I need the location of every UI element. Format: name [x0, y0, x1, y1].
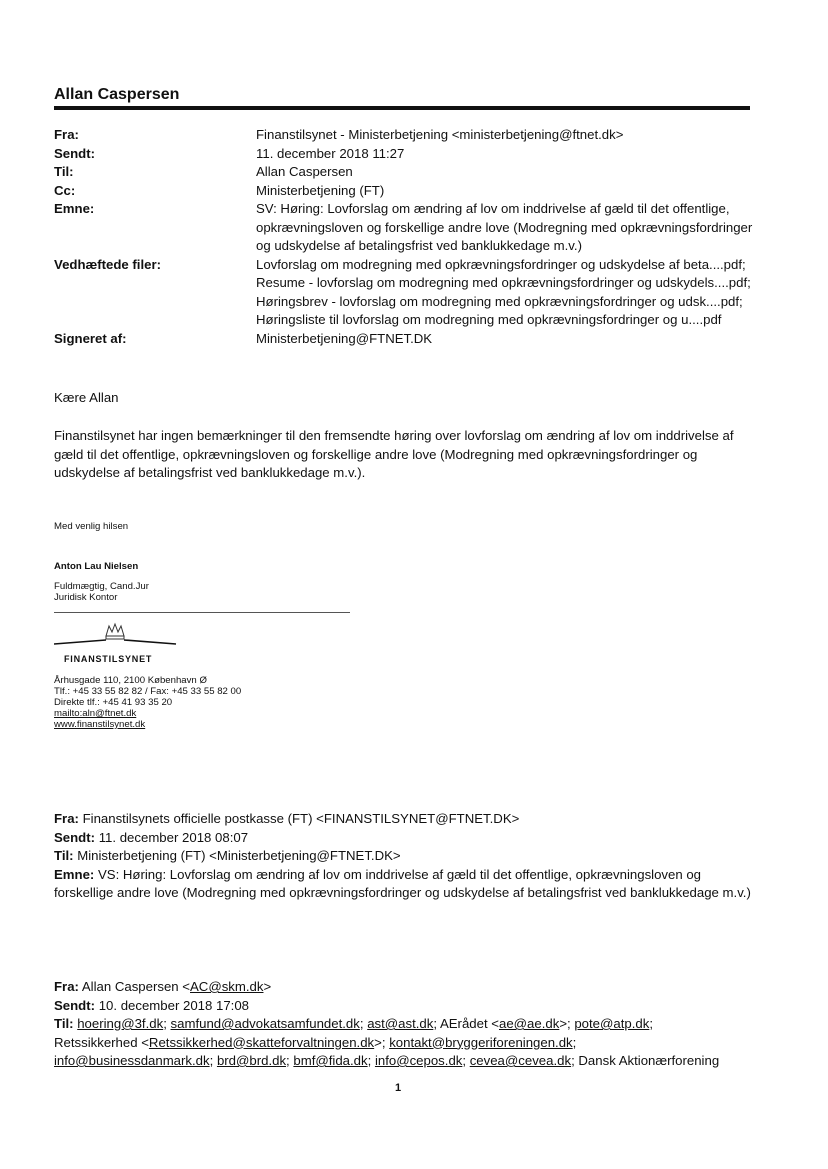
header-to-row — [54, 163, 754, 182]
page-number: 1 — [395, 1082, 402, 1094]
header-sent-row — [54, 145, 754, 164]
recipient-email-link[interactable]: ae@ae.dk — [498, 1016, 560, 1031]
recipient-email-link[interactable]: kontakt@bryggeriforeningen.dk — [389, 1034, 573, 1050]
fwd1-from-label: Fra: — [54, 811, 79, 826]
recipient-email-link[interactable]: pote@atp.dk — [574, 1016, 650, 1031]
recipient-separator: ; AErådet < — [433, 1016, 499, 1031]
recipient-email-link[interactable]: cevea@cevea.dk — [469, 1053, 572, 1068]
message-body: Finanstilsynet har ingen bemærkninger til den fremsendte høring over lovforslag om ændring af lov om inddrivelse af gæld til det offentlige, opkrævningsloven og forskellige andre love (Modregning med opkrævningsfordringer og udskydelse af betalingsfrist ved banklukkedage m.v.). — [54, 428, 734, 480]
header-subject-value: SV: Høring: Lovforslag om ændring af lov om inddrivelse af gæld til det offentlige, opkrævningsloven og forskellige andre love (Modregning med opkrævningsfordringer og udskydelse af betalingsfrist ved banklukkedage m.v.) — [256, 201, 753, 253]
recipient-email-link[interactable]: bmf@fida.dk — [293, 1053, 368, 1068]
fwd1-sent-label: Sendt: — [54, 829, 96, 845]
signature-dept: Juridisk Kontor — [54, 592, 118, 603]
signature-contact — [54, 675, 241, 730]
recipient-email-link[interactable]: brd@brd.dk — [216, 1053, 287, 1068]
recipient-email-link[interactable]: Retssikkerhed@skatteforvaltningen.dk — [148, 1034, 375, 1050]
signature-name: Anton Lau Nielsen — [54, 561, 139, 572]
header-subject-row — [54, 200, 754, 256]
recipient-email-link[interactable]: hoering@3f.dk — [77, 1016, 164, 1031]
header-signed-row — [54, 330, 754, 349]
recipient-separator: ; — [572, 1034, 577, 1050]
fwd2-sent-label: Sendt: — [54, 997, 96, 1013]
header-attachments-row — [54, 256, 754, 330]
header-label: Til: — [54, 164, 74, 179]
recipient-separator: >; — [559, 1016, 575, 1031]
fwd2-from-name: Allan Caspersen < — [81, 979, 190, 994]
recipient-separator: Retssikkerhed < — [54, 1034, 149, 1050]
header-label: Emne: — [54, 201, 95, 216]
header-sent-value: 11. december 2018 11:27 — [256, 145, 405, 161]
fwd2-from-email-link[interactable]: AC@skm.dk — [190, 979, 264, 994]
organization-name: FINANSTILSYNET — [64, 654, 153, 664]
header-from-value: Finanstilsynet - Ministerbetjening <ministerbetjening@ftnet.dk> — [256, 127, 624, 142]
mailbox-owner: Allan Caspersen — [54, 86, 180, 103]
fwd1-to: Ministerbetjening (FT) <Ministerbetjening@FTNET.DK> — [77, 848, 401, 863]
fwd1-from: Finanstilsynets officielle postkasse (FT) <FINANSTILSYNET@FTNET.DK> — [82, 811, 520, 826]
greeting: Kære Allan — [54, 390, 119, 405]
address: Århusgade 110, 2100 København Ø — [54, 675, 207, 686]
recipient-separator: ; — [359, 1016, 368, 1031]
fwd2-from-label: Fra: — [54, 979, 79, 994]
recipient-separator: ; — [209, 1053, 217, 1068]
header-cc-value: Ministerbetjening (FT) — [256, 182, 385, 198]
website-link[interactable]: www.finanstilsynet.dk — [54, 719, 146, 730]
recipient-separator: ; — [163, 1016, 171, 1031]
recipient-email-link[interactable]: samfund@advokatsamfundet.dk — [170, 1016, 360, 1031]
header-from-row — [54, 126, 754, 145]
fwd2-sent: 10. december 2018 17:08 — [98, 997, 250, 1013]
recipient-separator: ; — [649, 1016, 653, 1031]
fwd1-to-label: Til: — [54, 848, 74, 863]
signature-closing: Med venlig hilsen — [54, 521, 129, 532]
header-label: Cc: — [54, 182, 76, 198]
recipient-separator: ; — [462, 1053, 470, 1068]
signature-title: Fuldmægtig, Cand.Jur — [54, 581, 149, 592]
phone: Tlf.: +45 33 55 82 82 / Fax: +45 33 55 82 00 — [54, 686, 242, 697]
header-label: Sendt: — [54, 145, 96, 161]
header-rule — [54, 106, 750, 110]
mailto-link[interactable]: mailto:aln@ftnet.dk — [54, 708, 137, 719]
recipient-email-link[interactable]: ast@ast.dk — [367, 1016, 434, 1031]
direct-phone: Direkte tlf.: +45 41 93 35 20 — [54, 697, 173, 708]
fwd1-subject-label: Emne: — [54, 866, 95, 882]
header-label: Fra: — [54, 127, 79, 142]
header-to-value: Allan Caspersen — [256, 164, 353, 179]
fwd2-from-end: > — [263, 979, 272, 994]
header-label: Vedhæftede filer: — [54, 256, 161, 272]
recipient-email-link[interactable]: info@businessdanmark.dk — [54, 1053, 210, 1068]
recipient-separator: >; — [374, 1034, 390, 1050]
recipient-separator: ; — [367, 1053, 375, 1068]
email-header — [54, 126, 754, 348]
recipient-separator: ; Dansk Aktionærforening — [571, 1053, 720, 1068]
header-label: Signeret af: — [54, 330, 127, 346]
header-attachments-value: Lovforslag om modregning med opkrævningsfordringer og udskydelse af beta....pdf; Resume - lovforslag om modregning med opkrævningsfordringer og udskydels....pdf; Høringsbrev - lovforslag om modregning med opkrævningsfordringer og udsk....pdf; Høringsliste til lovforslag om modregning med opkrævningsfordringer og u....pdf — [256, 256, 751, 327]
fwd1-sent: 11. december 2018 08:07 — [98, 829, 249, 845]
forwarded-header-1 — [54, 810, 754, 903]
recipient-separator: ; — [286, 1053, 294, 1068]
header-signed-value: Ministerbetjening@FTNET.DK — [256, 330, 433, 346]
signature-divider — [54, 612, 350, 613]
fwd2-to-label: Til: — [54, 1016, 74, 1031]
recipient-email-link[interactable]: info@cepos.dk — [374, 1053, 463, 1068]
forwarded-header-2 — [54, 978, 754, 1071]
header-cc-row — [54, 182, 754, 201]
fwd1-subject: VS: Høring: Lovforslag om ændring af lov om inddrivelse af gæld til det offentlige, opkrævningsloven og forskellige andre love (Modregning med opkrævningsfordringer og udskydelse af betalingsfrist ved banklukkedage m.v.) — [54, 866, 751, 900]
